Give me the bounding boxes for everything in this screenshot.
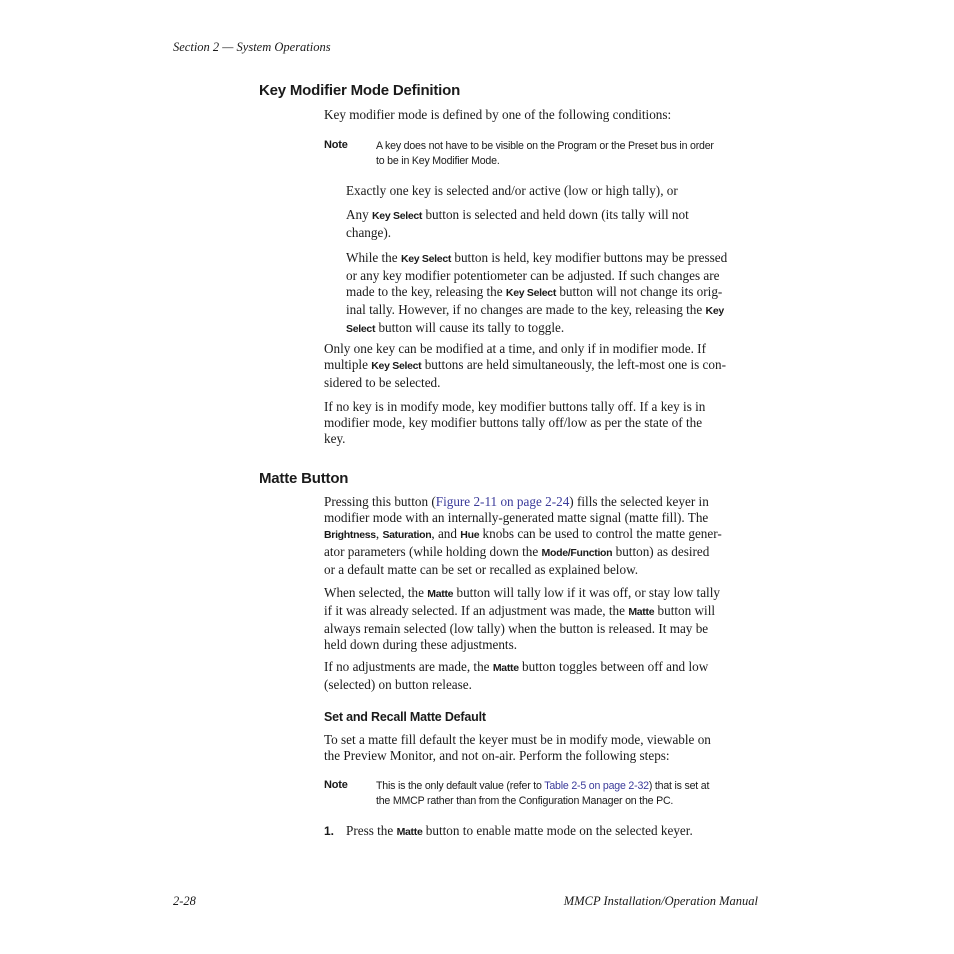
paragraph-matte-tally: When selected, the Matte button will tally low if it was off, or stay low tally if it was already selected. If an adjustment was made, the Matte button will always remain selected (low tally) when the button is released. It may be held down during these adjustments.: [324, 585, 720, 652]
key-modifier-intro: Key modifier mode is defined by one of the following conditions:: [324, 107, 672, 122]
section-heading-key-modifier: Key Modifier Mode Definition: [259, 82, 461, 99]
condition-3: While the Key Select button is held, key modifier buttons may be pressed or any key modifier potentiometer can be adjusted. If such changes are made to the key, releasing the Key Select button will not change its orig- inal tally. However, if no changes are made to the key, releasing the Key Select button will cause its tally to toggle.: [346, 250, 728, 335]
note-text: This is the only default value (refer to Table 2-5 on page 2-32) that is set at the MMCP rather than from the Configuration Manager on the PC.: [376, 780, 710, 807]
paragraph-only-one-key: Only one key can be modified at a time, and only if in modifier mode. If multiple Key Select buttons are held simultaneously, the left-most one is con- sidered to be selected.: [324, 341, 726, 390]
note-text: A key does not have to be visible on the Program or the Preset bus in order to be in Key Modifier Mode.: [376, 140, 714, 167]
paragraph-no-key: If no key is in modify mode, key modifier buttons tally off. If a key is in modifier mode, key modifier buttons tally off/low as per the state of the key.: [324, 399, 706, 446]
note-label: Note: [324, 139, 348, 151]
key-select-label: Key Select: [372, 210, 423, 222]
table-link[interactable]: Table 2-5 on page 2-32: [544, 780, 649, 792]
subsection-heading-set-recall: Set and Recall Matte Default: [324, 710, 486, 724]
paragraph-matte-intro: Pressing this button (Figure 2-11 on page 2-24) fills the selected keyer in modifier mode with an internally-generated matte signal (matte fill). The Brightness, Saturation, and Hue knobs can be used to control the matte gener- ator parameters (while holding down the Mode/Function button) as desired or a default matte can be set or recalled as explained below.: [324, 494, 722, 577]
section-heading-matte-button: Matte Button: [259, 470, 349, 487]
condition-1: Exactly one key is selected and/or active (low or high tally), or: [346, 183, 678, 198]
paragraph-set-recall-intro: To set a matte fill default the keyer must be in modify mode, viewable on the Preview Monitor, and not on-air. Perform the following steps:: [324, 732, 711, 763]
manual-title: MMCP Installation/Operation Manual: [563, 894, 758, 908]
figure-link[interactable]: Figure 2-11 on page 2-24: [435, 494, 570, 509]
step-number: 1.: [324, 824, 335, 838]
paragraph-matte-toggle: If no adjustments are made, the Matte button toggles between off and low (selected) on button release.: [324, 659, 709, 692]
step-text: Press the Matte button to enable matte mode on the selected keyer.: [346, 823, 693, 838]
note-label: Note: [324, 779, 348, 791]
page-number: 2-28: [173, 894, 196, 908]
running-head: Section 2 — System Operations: [173, 40, 331, 54]
condition-2: Any Key Select button is selected and held down (its tally will not change).: [346, 207, 689, 240]
